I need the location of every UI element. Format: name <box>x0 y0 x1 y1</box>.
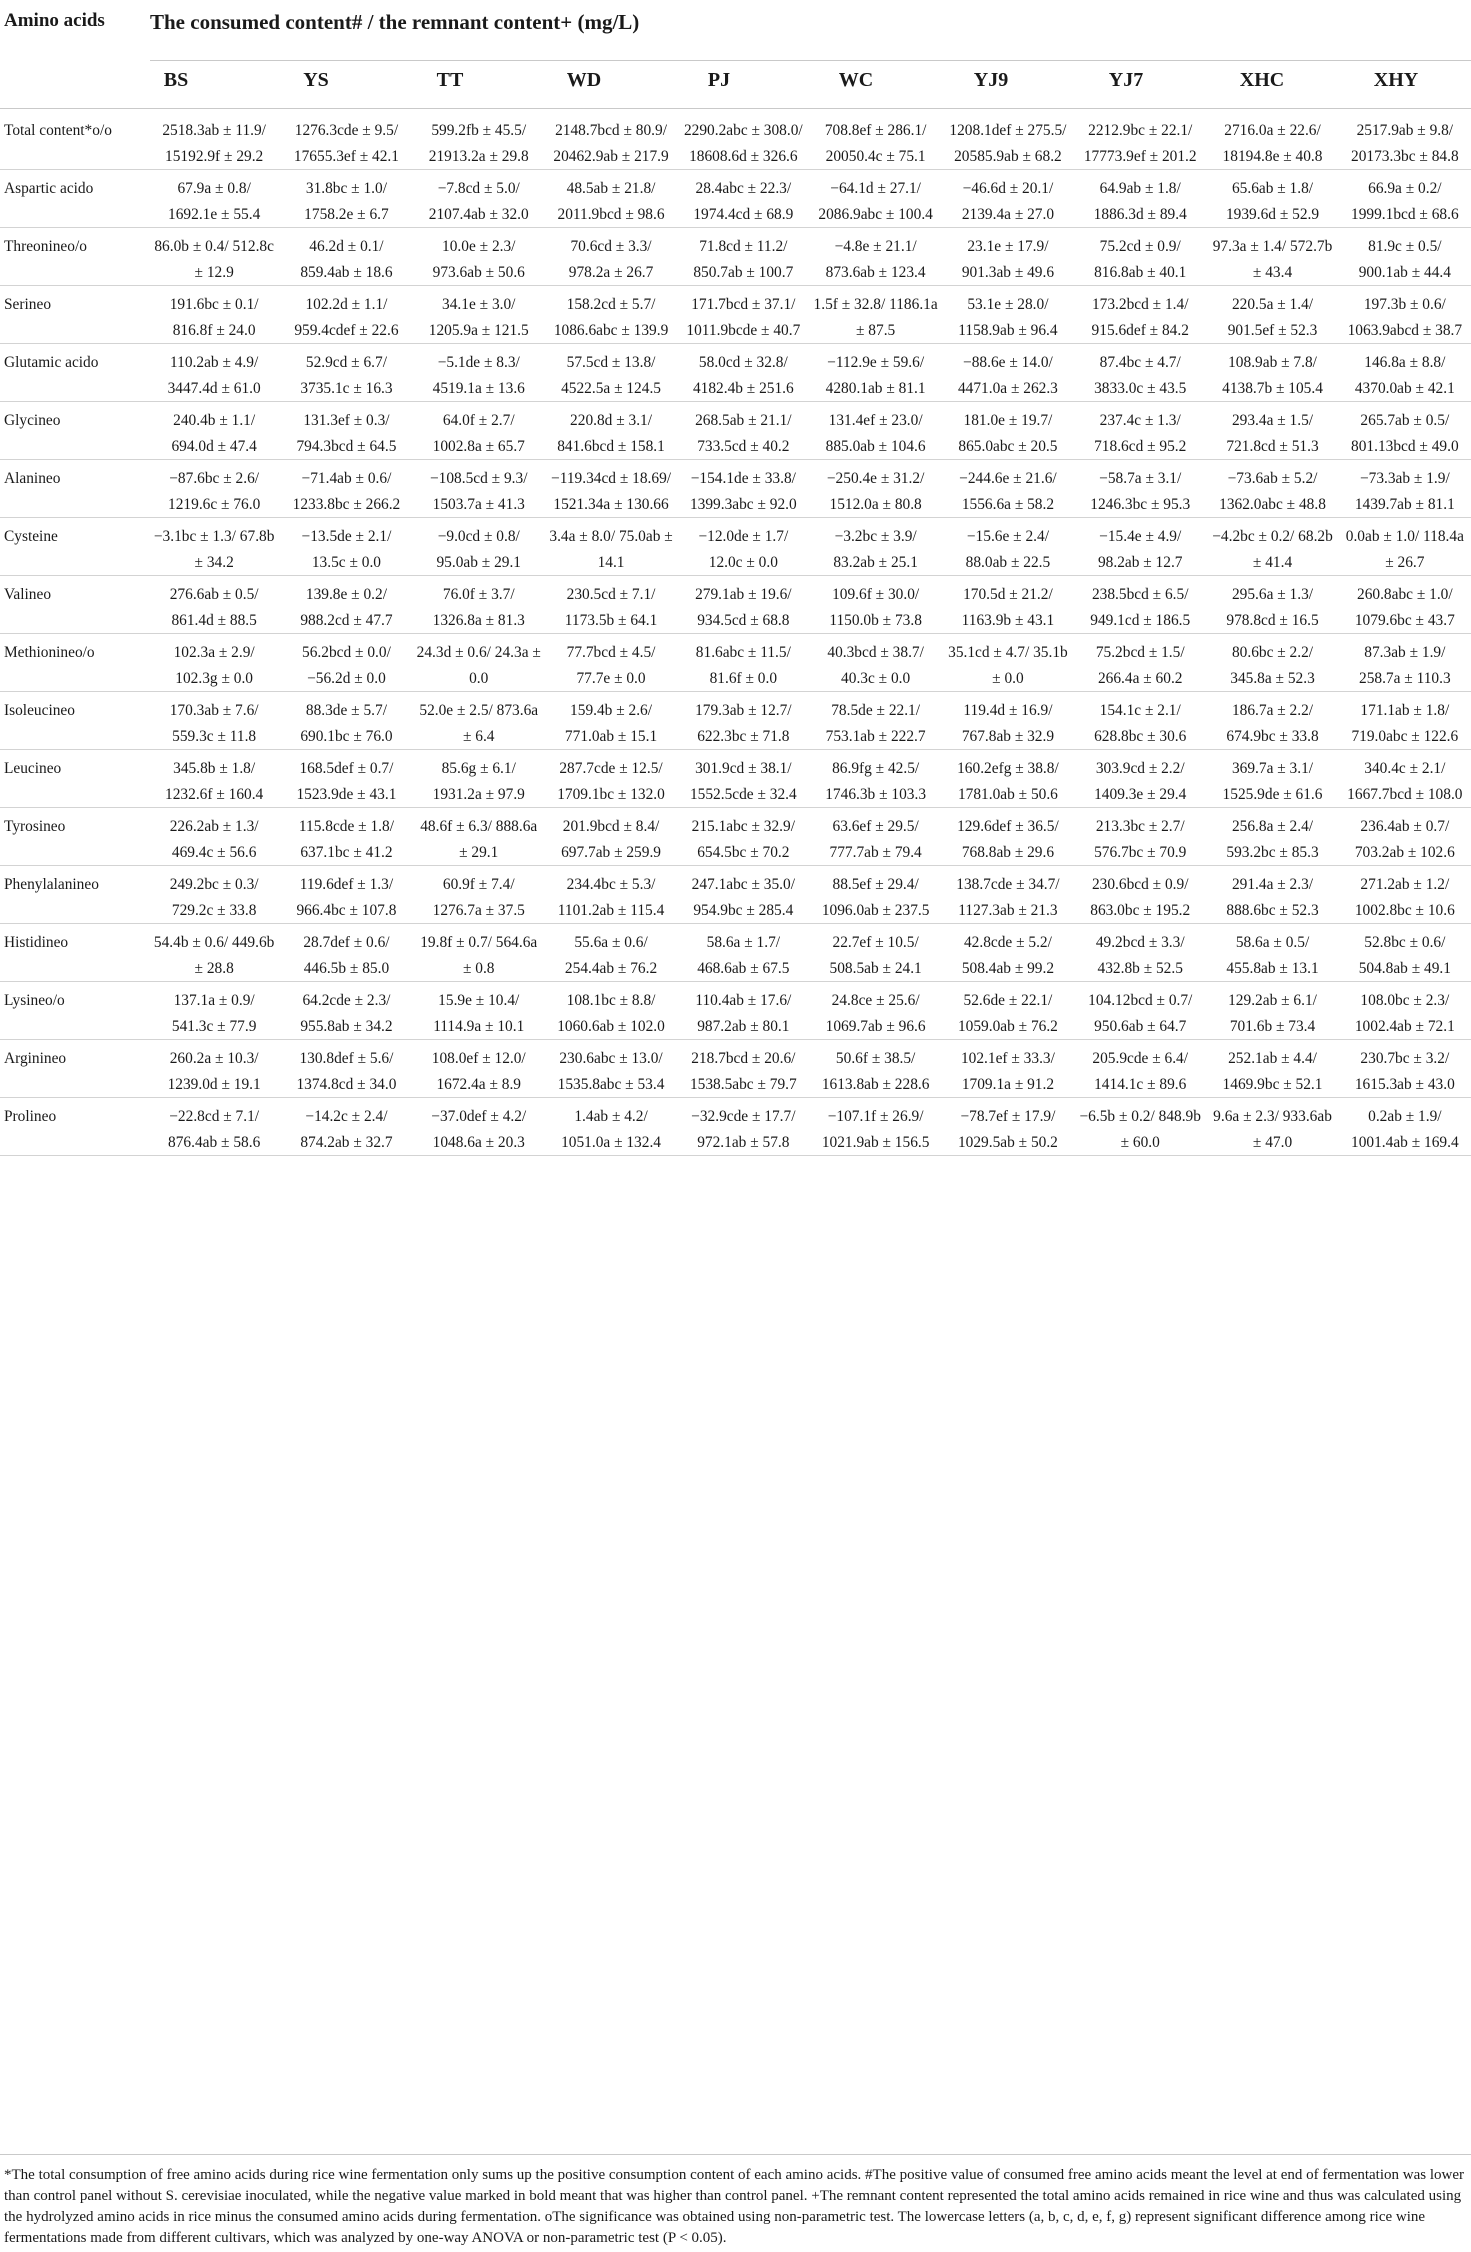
table-cell: 268.5ab ± 21.1/ 733.5cd ± 40.2 <box>677 402 809 460</box>
table-cell: 238.5bcd ± 6.5/ 949.1cd ± 186.5 <box>1074 576 1206 634</box>
table-cell: 230.5cd ± 7.1/ 1173.5b ± 64.1 <box>545 576 677 634</box>
table-cell: 57.5cd ± 13.8/ 4522.5a ± 124.5 <box>545 344 677 402</box>
amino-acid-name: Methionineo/o <box>0 634 148 692</box>
table-cell: 0.2ab ± 1.9/ 1001.4ab ± 169.4 <box>1339 1098 1471 1156</box>
table-cell: 108.1bc ± 8.8/ 1060.6ab ± 102.0 <box>545 982 677 1040</box>
table-cell: 64.2cde ± 2.3/ 955.8ab ± 34.2 <box>280 982 412 1040</box>
table-cell: 295.6a ± 1.3/ 978.8cd ± 16.5 <box>1206 576 1338 634</box>
table-cell: 131.3ef ± 0.3/ 794.3bcd ± 64.5 <box>280 402 412 460</box>
table-cell: −4.8e ± 21.1/ 873.6ab ± 123.4 <box>809 228 941 286</box>
table-cell: 88.5ef ± 29.4/ 1096.0ab ± 237.5 <box>809 866 941 924</box>
table-row <box>0 924 1471 982</box>
table-cell: 66.9a ± 0.2/ 1999.1bcd ± 68.6 <box>1339 170 1471 228</box>
amino-acid-name: Prolineo <box>0 1098 148 1156</box>
table-cell: 23.1e ± 17.9/ 901.3ab ± 49.6 <box>942 228 1074 286</box>
table-cell: 240.4b ± 1.1/ 694.0d ± 47.4 <box>148 402 280 460</box>
table-row <box>0 866 1471 924</box>
amino-acid-name: Valineo <box>0 576 148 634</box>
table-cell: 220.8d ± 3.1/ 841.6bcd ± 158.1 <box>545 402 677 460</box>
table-cell: −58.7a ± 3.1/ 1246.3bc ± 95.3 <box>1074 460 1206 518</box>
table-cell: 265.7ab ± 0.5/ 801.13bcd ± 49.0 <box>1339 402 1471 460</box>
table-cell: 76.0f ± 3.7/ 1326.8a ± 81.3 <box>413 576 545 634</box>
table-cell: 88.3de ± 5.7/ 690.1bc ± 76.0 <box>280 692 412 750</box>
table-cell: 138.7cde ± 34.7/ 1127.3ab ± 21.3 <box>942 866 1074 924</box>
table-cell: 171.1ab ± 1.8/ 719.0abc ± 122.6 <box>1339 692 1471 750</box>
amino-acid-name: Leucineo <box>0 750 148 808</box>
table-cell: 170.5d ± 21.2/ 1163.9b ± 43.1 <box>942 576 1074 634</box>
table-cell: 129.2ab ± 6.1/ 701.6b ± 73.4 <box>1206 982 1338 1040</box>
table-cell: 119.6def ± 1.3/ 966.4bc ± 107.8 <box>280 866 412 924</box>
table-cell: 48.6f ± 6.3/ 888.6a ± 29.1 <box>413 808 545 866</box>
table-cell: 291.4a ± 2.3/ 888.6bc ± 52.3 <box>1206 866 1338 924</box>
table-cell: 218.7bcd ± 20.6/ 1538.5abc ± 79.7 <box>677 1040 809 1098</box>
table-row <box>0 1040 1471 1098</box>
table-cell: 201.9bcd ± 8.4/ 697.7ab ± 259.9 <box>545 808 677 866</box>
table-cell: 158.2cd ± 5.7/ 1086.6abc ± 139.9 <box>545 286 677 344</box>
table-cell: 256.8a ± 2.4/ 593.2bc ± 85.3 <box>1206 808 1338 866</box>
table-cell: 215.1abc ± 32.9/ 654.5bc ± 70.2 <box>677 808 809 866</box>
table-cell: −9.0cd ± 0.8/ 95.0ab ± 29.1 <box>413 518 545 576</box>
table-cell: −15.4e ± 4.9/ 98.2ab ± 12.7 <box>1074 518 1206 576</box>
table-cell: 54.4b ± 0.6/ 449.6b ± 28.8 <box>148 924 280 982</box>
table-cell: 369.7a ± 3.1/ 1525.9de ± 61.6 <box>1206 750 1338 808</box>
table-footnote: *The total consumption of free amino acids during rice wine fermentation only sums up the positive consumption content of each amino acids. #The positive value of consumed free amino acids meant the level at end of fermentation was lower than control panel without S. cerevisiae inoculated, while the negative value marked in bold meant that was higher than control panel. +The remnant content represented the total amino acids remained in rice wine and thus was calculated using the hydrolyzed amino acids in rice minus the consumed amino acids during fermentation. oThe significance was obtained using non-parametric test. The lowercase letters (a, b, c, d, e, f, g) represent significant difference among rice wine fermentations made from different cultivars, which was analyzed by one-way ANOVA or non-parametric test (P < 0.05). <box>0 2154 1471 2249</box>
table-cell: −71.4ab ± 0.6/ 1233.8bc ± 266.2 <box>280 460 412 518</box>
column-header: XHY <box>1373 69 1419 91</box>
table-cell: 58.6a ± 1.7/ 468.6ab ± 67.5 <box>677 924 809 982</box>
table-cell: 186.7a ± 2.2/ 674.9bc ± 33.8 <box>1206 692 1338 750</box>
table-cell: 97.3a ± 1.4/ 572.7b ± 43.4 <box>1206 228 1338 286</box>
table-cell: 293.4a ± 1.5/ 721.8cd ± 51.3 <box>1206 402 1338 460</box>
table-cell: 345.8b ± 1.8/ 1232.6f ± 160.4 <box>148 750 280 808</box>
table-cell: −3.2bc ± 3.9/ 83.2ab ± 25.1 <box>809 518 941 576</box>
table-cell: −107.1f ± 26.9/ 1021.9ab ± 156.5 <box>809 1098 941 1156</box>
table-cell: 139.8e ± 0.2/ 988.2cd ± 47.7 <box>280 576 412 634</box>
table-cell: −119.34cd ± 18.69/ 1521.34a ± 130.66 <box>545 460 677 518</box>
table-cell: 1276.3cde ± 9.5/ 17655.3ef ± 42.1 <box>280 112 412 170</box>
table-cell: 10.0e ± 2.3/ 973.6ab ± 50.6 <box>413 228 545 286</box>
table-cell: 2212.9bc ± 22.1/ 17773.9ef ± 201.2 <box>1074 112 1206 170</box>
amino-acid-name: Glycineo <box>0 402 148 460</box>
table-cell: 34.1e ± 3.0/ 1205.9a ± 121.5 <box>413 286 545 344</box>
table-cell: 110.2ab ± 4.9/ 3447.4d ± 61.0 <box>148 344 280 402</box>
table-cell: 230.6abc ± 13.0/ 1535.8abc ± 53.4 <box>545 1040 677 1098</box>
table-cell: −154.1de ± 33.8/ 1399.3abc ± 92.0 <box>677 460 809 518</box>
table-cell: 63.6ef ± 29.5/ 777.7ab ± 79.4 <box>809 808 941 866</box>
amino-acid-name: Aspartic acido <box>0 170 148 228</box>
column-header: YJ7 <box>1108 69 1144 91</box>
table-row <box>0 576 1471 634</box>
table-cell: 28.7def ± 0.6/ 446.5b ± 85.0 <box>280 924 412 982</box>
amino-acid-name: Lysineo/o <box>0 982 148 1040</box>
table-row <box>0 344 1471 402</box>
table-cell: 108.0ef ± 12.0/ 1672.4a ± 8.9 <box>413 1040 545 1098</box>
table-cell: 71.8cd ± 11.2/ 850.7ab ± 100.7 <box>677 228 809 286</box>
table-cell: 65.6ab ± 1.8/ 1939.6d ± 52.9 <box>1206 170 1338 228</box>
table-cell: 213.3bc ± 2.7/ 576.7bc ± 70.9 <box>1074 808 1206 866</box>
table-cell: 237.4c ± 1.3/ 718.6cd ± 95.2 <box>1074 402 1206 460</box>
table-cell: −250.4e ± 31.2/ 1512.0a ± 80.8 <box>809 460 941 518</box>
amino-acid-name: Alanineo <box>0 460 148 518</box>
table-cell: 102.2d ± 1.1/ 959.4cdef ± 22.6 <box>280 286 412 344</box>
table-cell: −244.6e ± 21.6/ 1556.6a ± 58.2 <box>942 460 1074 518</box>
table-cell: 70.6cd ± 3.3/ 978.2a ± 26.7 <box>545 228 677 286</box>
table-cell: 260.8abc ± 1.0/ 1079.6bc ± 43.7 <box>1339 576 1471 634</box>
table-cell: 31.8bc ± 1.0/ 1758.2e ± 6.7 <box>280 170 412 228</box>
amino-acid-name: Tyrosineo <box>0 808 148 866</box>
table-cell: 56.2bcd ± 0.0/ −56.2d ± 0.0 <box>280 634 412 692</box>
table-row <box>0 170 1471 228</box>
table-cell: 81.6abc ± 11.5/ 81.6f ± 0.0 <box>677 634 809 692</box>
column-header: YS <box>303 69 329 91</box>
table-cell: −4.2bc ± 0.2/ 68.2b ± 41.4 <box>1206 518 1338 576</box>
amino-acid-name: Total content*o/o <box>0 112 148 170</box>
table-cell: 230.6bcd ± 0.9/ 863.0bc ± 195.2 <box>1074 866 1206 924</box>
table-cell: 234.4bc ± 5.3/ 1101.2ab ± 115.4 <box>545 866 677 924</box>
table-cell: −12.0de ± 1.7/ 12.0c ± 0.0 <box>677 518 809 576</box>
table-cell: 170.3ab ± 7.6/ 559.3c ± 11.8 <box>148 692 280 750</box>
amino-acid-name: Threonineo/o <box>0 228 148 286</box>
table-cell: 1208.1def ± 275.5/ 20585.9ab ± 68.2 <box>942 112 1074 170</box>
table-cell: 2148.7bcd ± 80.9/ 20462.9ab ± 217.9 <box>545 112 677 170</box>
table-cell: 42.8cde ± 5.2/ 508.4ab ± 99.2 <box>942 924 1074 982</box>
table-cell: 28.4abc ± 22.3/ 1974.4cd ± 68.9 <box>677 170 809 228</box>
table-cell: 3.4a ± 8.0/ 75.0ab ± 14.1 <box>545 518 677 576</box>
table-cell: 115.8cde ± 1.8/ 637.1bc ± 41.2 <box>280 808 412 866</box>
table-cell: 102.1ef ± 33.3/ 1709.1a ± 91.2 <box>942 1040 1074 1098</box>
table-cell: 87.4bc ± 4.7/ 3833.0c ± 43.5 <box>1074 344 1206 402</box>
table-cell: 64.9ab ± 1.8/ 1886.3d ± 89.4 <box>1074 170 1206 228</box>
table-row <box>0 808 1471 866</box>
table-cell: 49.2bcd ± 3.3/ 432.8b ± 52.5 <box>1074 924 1206 982</box>
table-row <box>0 982 1471 1040</box>
table-cell: 171.7bcd ± 37.1/ 1011.9bcde ± 40.7 <box>677 286 809 344</box>
table-cell: 58.6a ± 0.5/ 455.8ab ± 13.1 <box>1206 924 1338 982</box>
table-cell: 87.3ab ± 1.9/ 258.7a ± 110.3 <box>1339 634 1471 692</box>
table-cell: 108.9ab ± 7.8/ 4138.7b ± 105.4 <box>1206 344 1338 402</box>
amino-acid-name: Phenylalanineo <box>0 866 148 924</box>
table-cell: −5.1de ± 8.3/ 4519.1a ± 13.6 <box>413 344 545 402</box>
table-cell: −87.6bc ± 2.6/ 1219.6c ± 76.0 <box>148 460 280 518</box>
table-cell: 220.5a ± 1.4/ 901.5ef ± 52.3 <box>1206 286 1338 344</box>
table-cell: 9.6a ± 2.3/ 933.6ab ± 47.0 <box>1206 1098 1338 1156</box>
table-cell: 24.8ce ± 25.6/ 1069.7ab ± 96.6 <box>809 982 941 1040</box>
table-cell: 1.4ab ± 4.2/ 1051.0a ± 132.4 <box>545 1098 677 1156</box>
table-cell: 130.8def ± 5.6/ 1374.8cd ± 34.0 <box>280 1040 412 1098</box>
column-header: YJ9 <box>973 69 1009 91</box>
table-cell: −73.6ab ± 5.2/ 1362.0abc ± 48.8 <box>1206 460 1338 518</box>
table-row <box>0 286 1471 344</box>
table-cell: 226.2ab ± 1.3/ 469.4c ± 56.6 <box>148 808 280 866</box>
table-cell: 247.1abc ± 35.0/ 954.9bc ± 285.4 <box>677 866 809 924</box>
table-row <box>0 112 1471 170</box>
table-cell: −7.8cd ± 5.0/ 2107.4ab ± 32.0 <box>413 170 545 228</box>
table-cell: 119.4d ± 16.9/ 767.8ab ± 32.9 <box>942 692 1074 750</box>
table-cell: 276.6ab ± 0.5/ 861.4d ± 88.5 <box>148 576 280 634</box>
table-row <box>0 460 1471 518</box>
table-cell: 35.1cd ± 4.7/ 35.1b ± 0.0 <box>942 634 1074 692</box>
table-cell: 78.5de ± 22.1/ 753.1ab ± 222.7 <box>809 692 941 750</box>
table-cell: −14.2c ± 2.4/ 874.2ab ± 32.7 <box>280 1098 412 1156</box>
table-cell: −46.6d ± 20.1/ 2139.4a ± 27.0 <box>942 170 1074 228</box>
amino-acid-name: Isoleucineo <box>0 692 148 750</box>
table-cell: 2290.2abc ± 308.0/ 18608.6d ± 326.6 <box>677 112 809 170</box>
table-cell: −22.8cd ± 7.1/ 876.4ab ± 58.6 <box>148 1098 280 1156</box>
table-cell: 1.5f ± 32.8/ 1186.1a ± 87.5 <box>809 286 941 344</box>
table-cell: 230.7bc ± 3.2/ 1615.3ab ± 43.0 <box>1339 1040 1471 1098</box>
table-cell: 137.1a ± 0.9/ 541.3c ± 77.9 <box>148 982 280 1040</box>
table-cell: 22.7ef ± 10.5/ 508.5ab ± 24.1 <box>809 924 941 982</box>
table-cell: 287.7cde ± 12.5/ 1709.1bc ± 132.0 <box>545 750 677 808</box>
table-cell: 108.0bc ± 2.3/ 1002.4ab ± 72.1 <box>1339 982 1471 1040</box>
table-cell: −15.6e ± 2.4/ 88.0ab ± 22.5 <box>942 518 1074 576</box>
table-cell: 2518.3ab ± 11.9/ 15192.9f ± 29.2 <box>148 112 280 170</box>
table-title: The consumed content# / the remnant content+ (mg/L) <box>150 10 640 34</box>
table-cell: 179.3ab ± 12.7/ 622.3bc ± 71.8 <box>677 692 809 750</box>
table-cell: 279.1ab ± 19.6/ 934.5cd ± 68.8 <box>677 576 809 634</box>
table-cell: −32.9cde ± 17.7/ 972.1ab ± 57.8 <box>677 1098 809 1156</box>
amino-acid-name: Serineo <box>0 286 148 344</box>
table-cell: 131.4ef ± 23.0/ 885.0ab ± 104.6 <box>809 402 941 460</box>
table-cell: 52.9cd ± 6.7/ 3735.1c ± 16.3 <box>280 344 412 402</box>
table-cell: 102.3a ± 2.9/ 102.3g ± 0.0 <box>148 634 280 692</box>
table-cell: 58.0cd ± 32.8/ 4182.4b ± 251.6 <box>677 344 809 402</box>
table-cell: 86.9fg ± 42.5/ 1746.3b ± 103.3 <box>809 750 941 808</box>
table-cell: 173.2bcd ± 1.4/ 915.6def ± 84.2 <box>1074 286 1206 344</box>
table-cell: 599.2fb ± 45.5/ 21913.2a ± 29.8 <box>413 112 545 170</box>
table-cell: 86.0b ± 0.4/ 512.8c ± 12.9 <box>148 228 280 286</box>
table-cell: 159.4b ± 2.6/ 771.0ab ± 15.1 <box>545 692 677 750</box>
table-cell: 52.6de ± 22.1/ 1059.0ab ± 76.2 <box>942 982 1074 1040</box>
table-cell: 301.9cd ± 38.1/ 1552.5cde ± 32.4 <box>677 750 809 808</box>
table-row <box>0 402 1471 460</box>
table-cell: 191.6bc ± 0.1/ 816.8f ± 24.0 <box>148 286 280 344</box>
table-cell: 52.8bc ± 0.6/ 504.8ab ± 49.1 <box>1339 924 1471 982</box>
table-cell: 75.2cd ± 0.9/ 816.8ab ± 40.1 <box>1074 228 1206 286</box>
amino-acid-name: Cysteine <box>0 518 148 576</box>
table-cell: 64.0f ± 2.7/ 1002.8a ± 65.7 <box>413 402 545 460</box>
table-cell: 2716.0a ± 22.6/ 18194.8e ± 40.8 <box>1206 112 1338 170</box>
table-cell: 24.3d ± 0.6/ 24.3a ± 0.0 <box>413 634 545 692</box>
table-cell: 48.5ab ± 21.8/ 2011.9bcd ± 98.6 <box>545 170 677 228</box>
table-cell: 260.2a ± 10.3/ 1239.0d ± 19.1 <box>148 1040 280 1098</box>
table-cell: 81.9c ± 0.5/ 900.1ab ± 44.4 <box>1339 228 1471 286</box>
table-cell: 340.4c ± 2.1/ 1667.7bcd ± 108.0 <box>1339 750 1471 808</box>
table-cell: 708.8ef ± 286.1/ 20050.4c ± 75.1 <box>809 112 941 170</box>
table-cell: 60.9f ± 7.4/ 1276.7a ± 37.5 <box>413 866 545 924</box>
table-row <box>0 634 1471 692</box>
table-cell: 19.8f ± 0.7/ 564.6a ± 0.8 <box>413 924 545 982</box>
table-cell: 46.2d ± 0.1/ 859.4ab ± 18.6 <box>280 228 412 286</box>
table-cell: −64.1d ± 27.1/ 2086.9abc ± 100.4 <box>809 170 941 228</box>
table-cell: 181.0e ± 19.7/ 865.0abc ± 20.5 <box>942 402 1074 460</box>
table-cell: 271.2ab ± 1.2/ 1002.8bc ± 10.6 <box>1339 866 1471 924</box>
table-cell: 205.9cde ± 6.4/ 1414.1c ± 89.6 <box>1074 1040 1206 1098</box>
table-row <box>0 1098 1471 1156</box>
column-header: WC <box>838 69 874 91</box>
table-cell: 53.1e ± 28.0/ 1158.9ab ± 96.4 <box>942 286 1074 344</box>
table-cell: 303.9cd ± 2.2/ 1409.3e ± 29.4 <box>1074 750 1206 808</box>
table-cell: −37.0def ± 4.2/ 1048.6a ± 20.3 <box>413 1098 545 1156</box>
table-cell: 0.0ab ± 1.0/ 118.4a ± 26.7 <box>1339 518 1471 576</box>
table-row <box>0 692 1471 750</box>
table-cell: −78.7ef ± 17.9/ 1029.5ab ± 50.2 <box>942 1098 1074 1156</box>
table-cell: 77.7bcd ± 4.5/ 77.7e ± 0.0 <box>545 634 677 692</box>
table-cell: 80.6bc ± 2.2/ 345.8a ± 52.3 <box>1206 634 1338 692</box>
column-header: TT <box>436 69 464 91</box>
table-cell: 146.8a ± 8.8/ 4370.0ab ± 42.1 <box>1339 344 1471 402</box>
column-header: BS <box>163 69 189 91</box>
table-cell: 197.3b ± 0.6/ 1063.9abcd ± 38.7 <box>1339 286 1471 344</box>
table-cell: 55.6a ± 0.6/ 254.4ab ± 76.2 <box>545 924 677 982</box>
header-rule <box>150 60 1471 61</box>
table-row <box>0 228 1471 286</box>
table-cell: −88.6e ± 14.0/ 4471.0a ± 262.3 <box>942 344 1074 402</box>
table-cell: 109.6f ± 30.0/ 1150.0b ± 73.8 <box>809 576 941 634</box>
amino-acid-name: Histidineo <box>0 924 148 982</box>
table-row <box>0 750 1471 808</box>
table-cell: 252.1ab ± 4.4/ 1469.9bc ± 52.1 <box>1206 1040 1338 1098</box>
table-cell: 168.5def ± 0.7/ 1523.9de ± 43.1 <box>280 750 412 808</box>
table-cell: −13.5de ± 2.1/ 13.5c ± 0.0 <box>280 518 412 576</box>
amino-acid-name: Glutamic acido <box>0 344 148 402</box>
table-row <box>0 518 1471 576</box>
table-cell: 110.4ab ± 17.6/ 987.2ab ± 80.1 <box>677 982 809 1040</box>
amino-acids-header: Amino acids <box>4 10 105 31</box>
amino-acid-table <box>0 112 1471 1156</box>
table-cell: −3.1bc ± 1.3/ 67.8b ± 34.2 <box>148 518 280 576</box>
table-cell: 236.4ab ± 0.7/ 703.2ab ± 102.6 <box>1339 808 1471 866</box>
table-cell: 85.6g ± 6.1/ 1931.2a ± 97.9 <box>413 750 545 808</box>
column-header: PJ <box>707 69 731 91</box>
table-cell: 75.2bcd ± 1.5/ 266.4a ± 60.2 <box>1074 634 1206 692</box>
table-cell: −73.3ab ± 1.9/ 1439.7ab ± 81.1 <box>1339 460 1471 518</box>
amino-acid-name: Arginineo <box>0 1040 148 1098</box>
table-cell: −112.9e ± 59.6/ 4280.1ab ± 81.1 <box>809 344 941 402</box>
header-rule-bottom <box>0 108 1471 109</box>
table-cell: 104.12bcd ± 0.7/ 950.6ab ± 64.7 <box>1074 982 1206 1040</box>
table-cell: 52.0e ± 2.5/ 873.6a ± 6.4 <box>413 692 545 750</box>
table-cell: 67.9a ± 0.8/ 1692.1e ± 55.4 <box>148 170 280 228</box>
table-cell: −108.5cd ± 9.3/ 1503.7a ± 41.3 <box>413 460 545 518</box>
table-cell: 40.3bcd ± 38.7/ 40.3c ± 0.0 <box>809 634 941 692</box>
table-cell: 50.6f ± 38.5/ 1613.8ab ± 228.6 <box>809 1040 941 1098</box>
table-cell: 15.9e ± 10.4/ 1114.9a ± 10.1 <box>413 982 545 1040</box>
table-cell: 160.2efg ± 38.8/ 1781.0ab ± 50.6 <box>942 750 1074 808</box>
table-cell: 2517.9ab ± 9.8/ 20173.3bc ± 84.8 <box>1339 112 1471 170</box>
table-cell: 129.6def ± 36.5/ 768.8ab ± 29.6 <box>942 808 1074 866</box>
table-cell: 249.2bc ± 0.3/ 729.2c ± 33.8 <box>148 866 280 924</box>
column-header: WD <box>566 69 602 91</box>
table-cell: −6.5b ± 0.2/ 848.9b ± 60.0 <box>1074 1098 1206 1156</box>
table-cell: 154.1c ± 2.1/ 628.8bc ± 30.6 <box>1074 692 1206 750</box>
column-header: XHC <box>1239 69 1285 91</box>
